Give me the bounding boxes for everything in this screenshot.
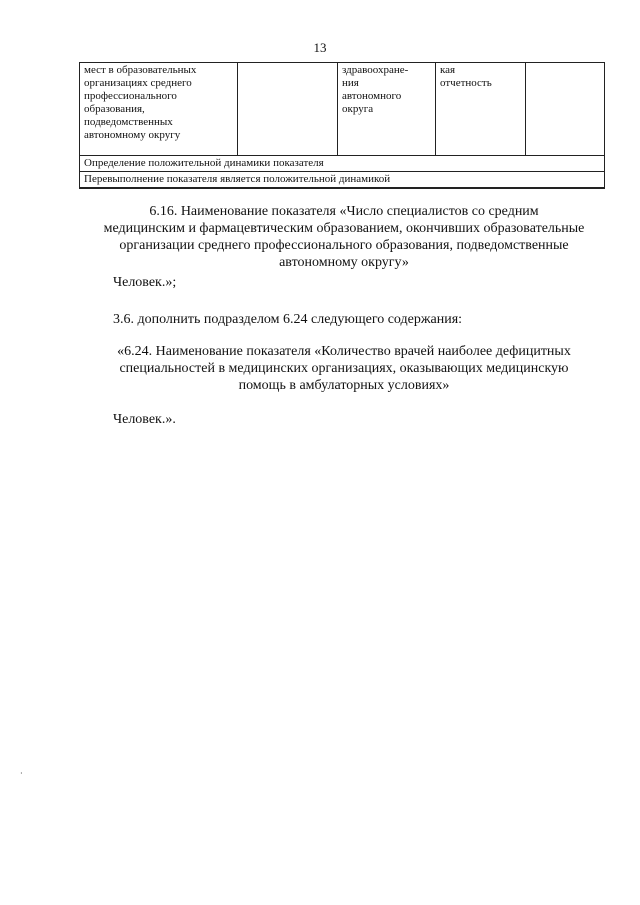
table-cell-dynamics-value: Перевыполнение показателя является положительной динамикой <box>80 172 605 189</box>
section-6-24-title <box>70 343 618 394</box>
table-cell-indicator-name <box>80 63 238 156</box>
table-cell-reporting <box>436 63 526 156</box>
scan-speck: · <box>20 769 23 778</box>
text-line: 6.16. Наименование показателя «Число специалистов со средним <box>149 204 539 219</box>
table-cell-source <box>338 63 436 156</box>
indicator-table-fragment <box>79 62 605 189</box>
table-cell-empty <box>238 63 338 156</box>
table-cell-dynamics-heading: Определение положительной динамики показателя <box>80 156 605 172</box>
cell-line: автономному округу <box>84 129 181 141</box>
page-number: 13 <box>313 40 327 55</box>
cell-line: здравоохране- <box>342 64 409 76</box>
text-line: медицинским и фармацевтическим образованием, окончивших образовательные <box>103 221 585 236</box>
cell-line: подведомственных <box>84 116 173 128</box>
text-line: «6.24. Наименование показателя «Количество врачей наиболее дефицитных <box>117 344 571 359</box>
table-row <box>80 63 605 156</box>
text-line: помощь в амбулаторных условиях» <box>238 378 450 393</box>
cell-line: отчетность <box>440 77 492 89</box>
cell-line: округа <box>342 103 374 115</box>
section-6-24-unit: Человек.». <box>113 412 176 427</box>
section-6-16-unit: Человек.»; <box>113 275 177 290</box>
amendment-clause: 3.6. дополнить подразделом 6.24 следующего содержания: <box>113 312 463 327</box>
text-line: организации среднего профессионального образования, подведомственные <box>119 238 569 253</box>
cell-line: организациях среднего <box>84 77 192 89</box>
table-cell-empty <box>526 63 605 156</box>
table-row <box>80 172 605 189</box>
cell-line: ния <box>342 77 359 89</box>
cell-line: мест в образовательных <box>84 64 197 76</box>
cell-line: автономного <box>342 90 402 102</box>
text-line: автономному округу» <box>279 255 409 270</box>
text-line: специальностей в медицинских организациях, оказывающих медицинскую <box>119 361 569 376</box>
cell-line: профессионального <box>84 90 177 102</box>
table-row <box>80 156 605 172</box>
cell-line: образования, <box>84 103 145 115</box>
cell-line: кая <box>440 64 456 76</box>
section-6-16-title <box>70 203 618 271</box>
